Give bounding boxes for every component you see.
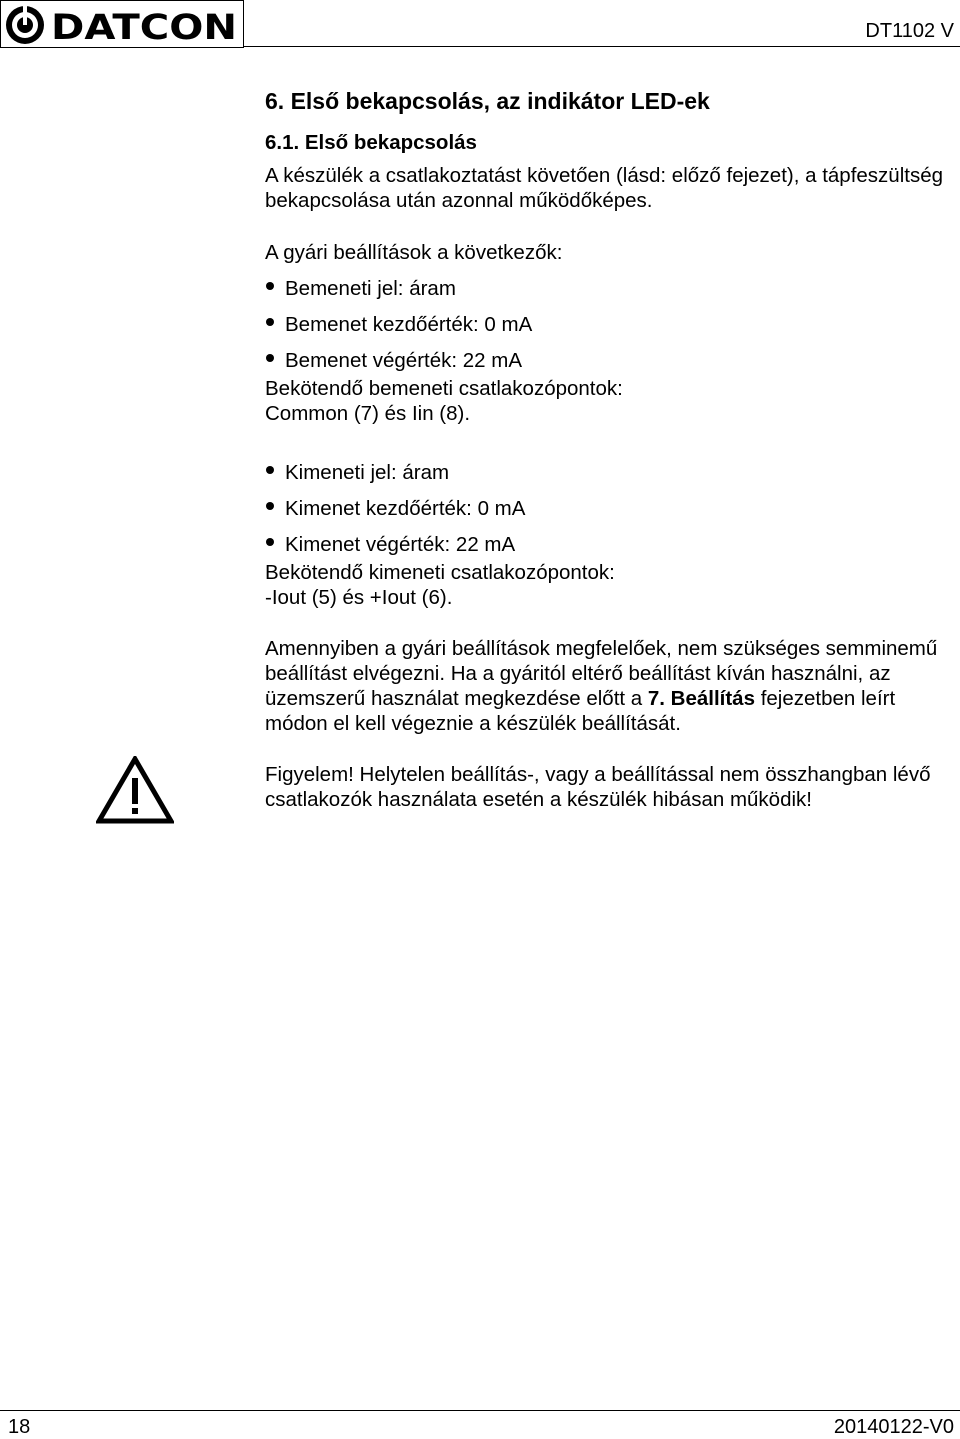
bullet-icon <box>266 502 274 510</box>
defaults-heading: A gyári beállítások a következők: <box>265 241 563 264</box>
output-connections-label: Bekötendő kimeneti csatlakozópontok: <box>265 561 615 584</box>
footer-rule <box>0 1410 960 1411</box>
input-defaults-list <box>265 276 955 373</box>
footer-code: 20140122-V0 <box>833 1416 954 1438</box>
bullet-icon <box>266 538 274 546</box>
output-connections-value: -Iout (5) és +Iout (6). <box>265 586 453 609</box>
section-title: 6. Első bekapcsolás, az indikátor LED-ek <box>265 88 710 114</box>
subsection-title: 6.1. Első bekapcsolás <box>265 131 477 154</box>
page-number: 18 <box>8 1416 31 1438</box>
warning-text: Figyelem! Helytelen beállítás-, vagy a beállítással nem összhangban lévő csatlakozók használata esetén a készülék hibásan működik! <box>265 763 931 811</box>
bullet-icon <box>266 354 274 362</box>
list-item: Kimenet végérték: 22 mA <box>265 532 955 557</box>
header-rule <box>244 46 960 47</box>
main-content <box>265 86 955 812</box>
datcon-logo <box>0 0 244 48</box>
list-item: Kimeneti jel: áram <box>265 460 955 496</box>
bullet-icon <box>266 282 274 290</box>
list-item: Bemeneti jel: áram <box>265 276 955 312</box>
input-connections-value: Common (7) és Iin (8). <box>265 402 471 425</box>
datcon-logo-icon <box>1 1 245 49</box>
list-item: Bemenet kezdőérték: 0 mA <box>265 312 955 348</box>
logo-text: DATCON <box>51 8 237 48</box>
settings-paragraph: Amennyiben a gyári beállítások megfelelőek, nem szükséges semminemű beállítást elvégezni. Ha a gyáritól eltérő beállítást kíván használni, az üzemszerű használat megkezdése előtt a 7. Beállítás fejezetben leírt módon el kell végeznie a készülék beállítását. <box>265 637 938 735</box>
input-connections-label: Bekötendő bemeneti csatlakozópontok: <box>265 377 623 400</box>
warning-triangle-icon <box>96 756 174 824</box>
chapter-reference: 7. Beállítás <box>647 687 755 710</box>
bullet-icon <box>266 466 274 474</box>
intro-paragraph: A készülék a csatlakoztatást követően (lásd: előző fejezet), a tápfeszültség bekapcsolása után azonnal működőképes. <box>265 164 944 212</box>
list-item: Kimenet kezdőérték: 0 mA <box>265 496 955 532</box>
doc-code: DT1102 V <box>865 20 954 42</box>
list-item: Bemenet végérték: 22 mA <box>265 348 955 373</box>
output-defaults-list <box>265 460 955 557</box>
bullet-icon <box>266 318 274 326</box>
